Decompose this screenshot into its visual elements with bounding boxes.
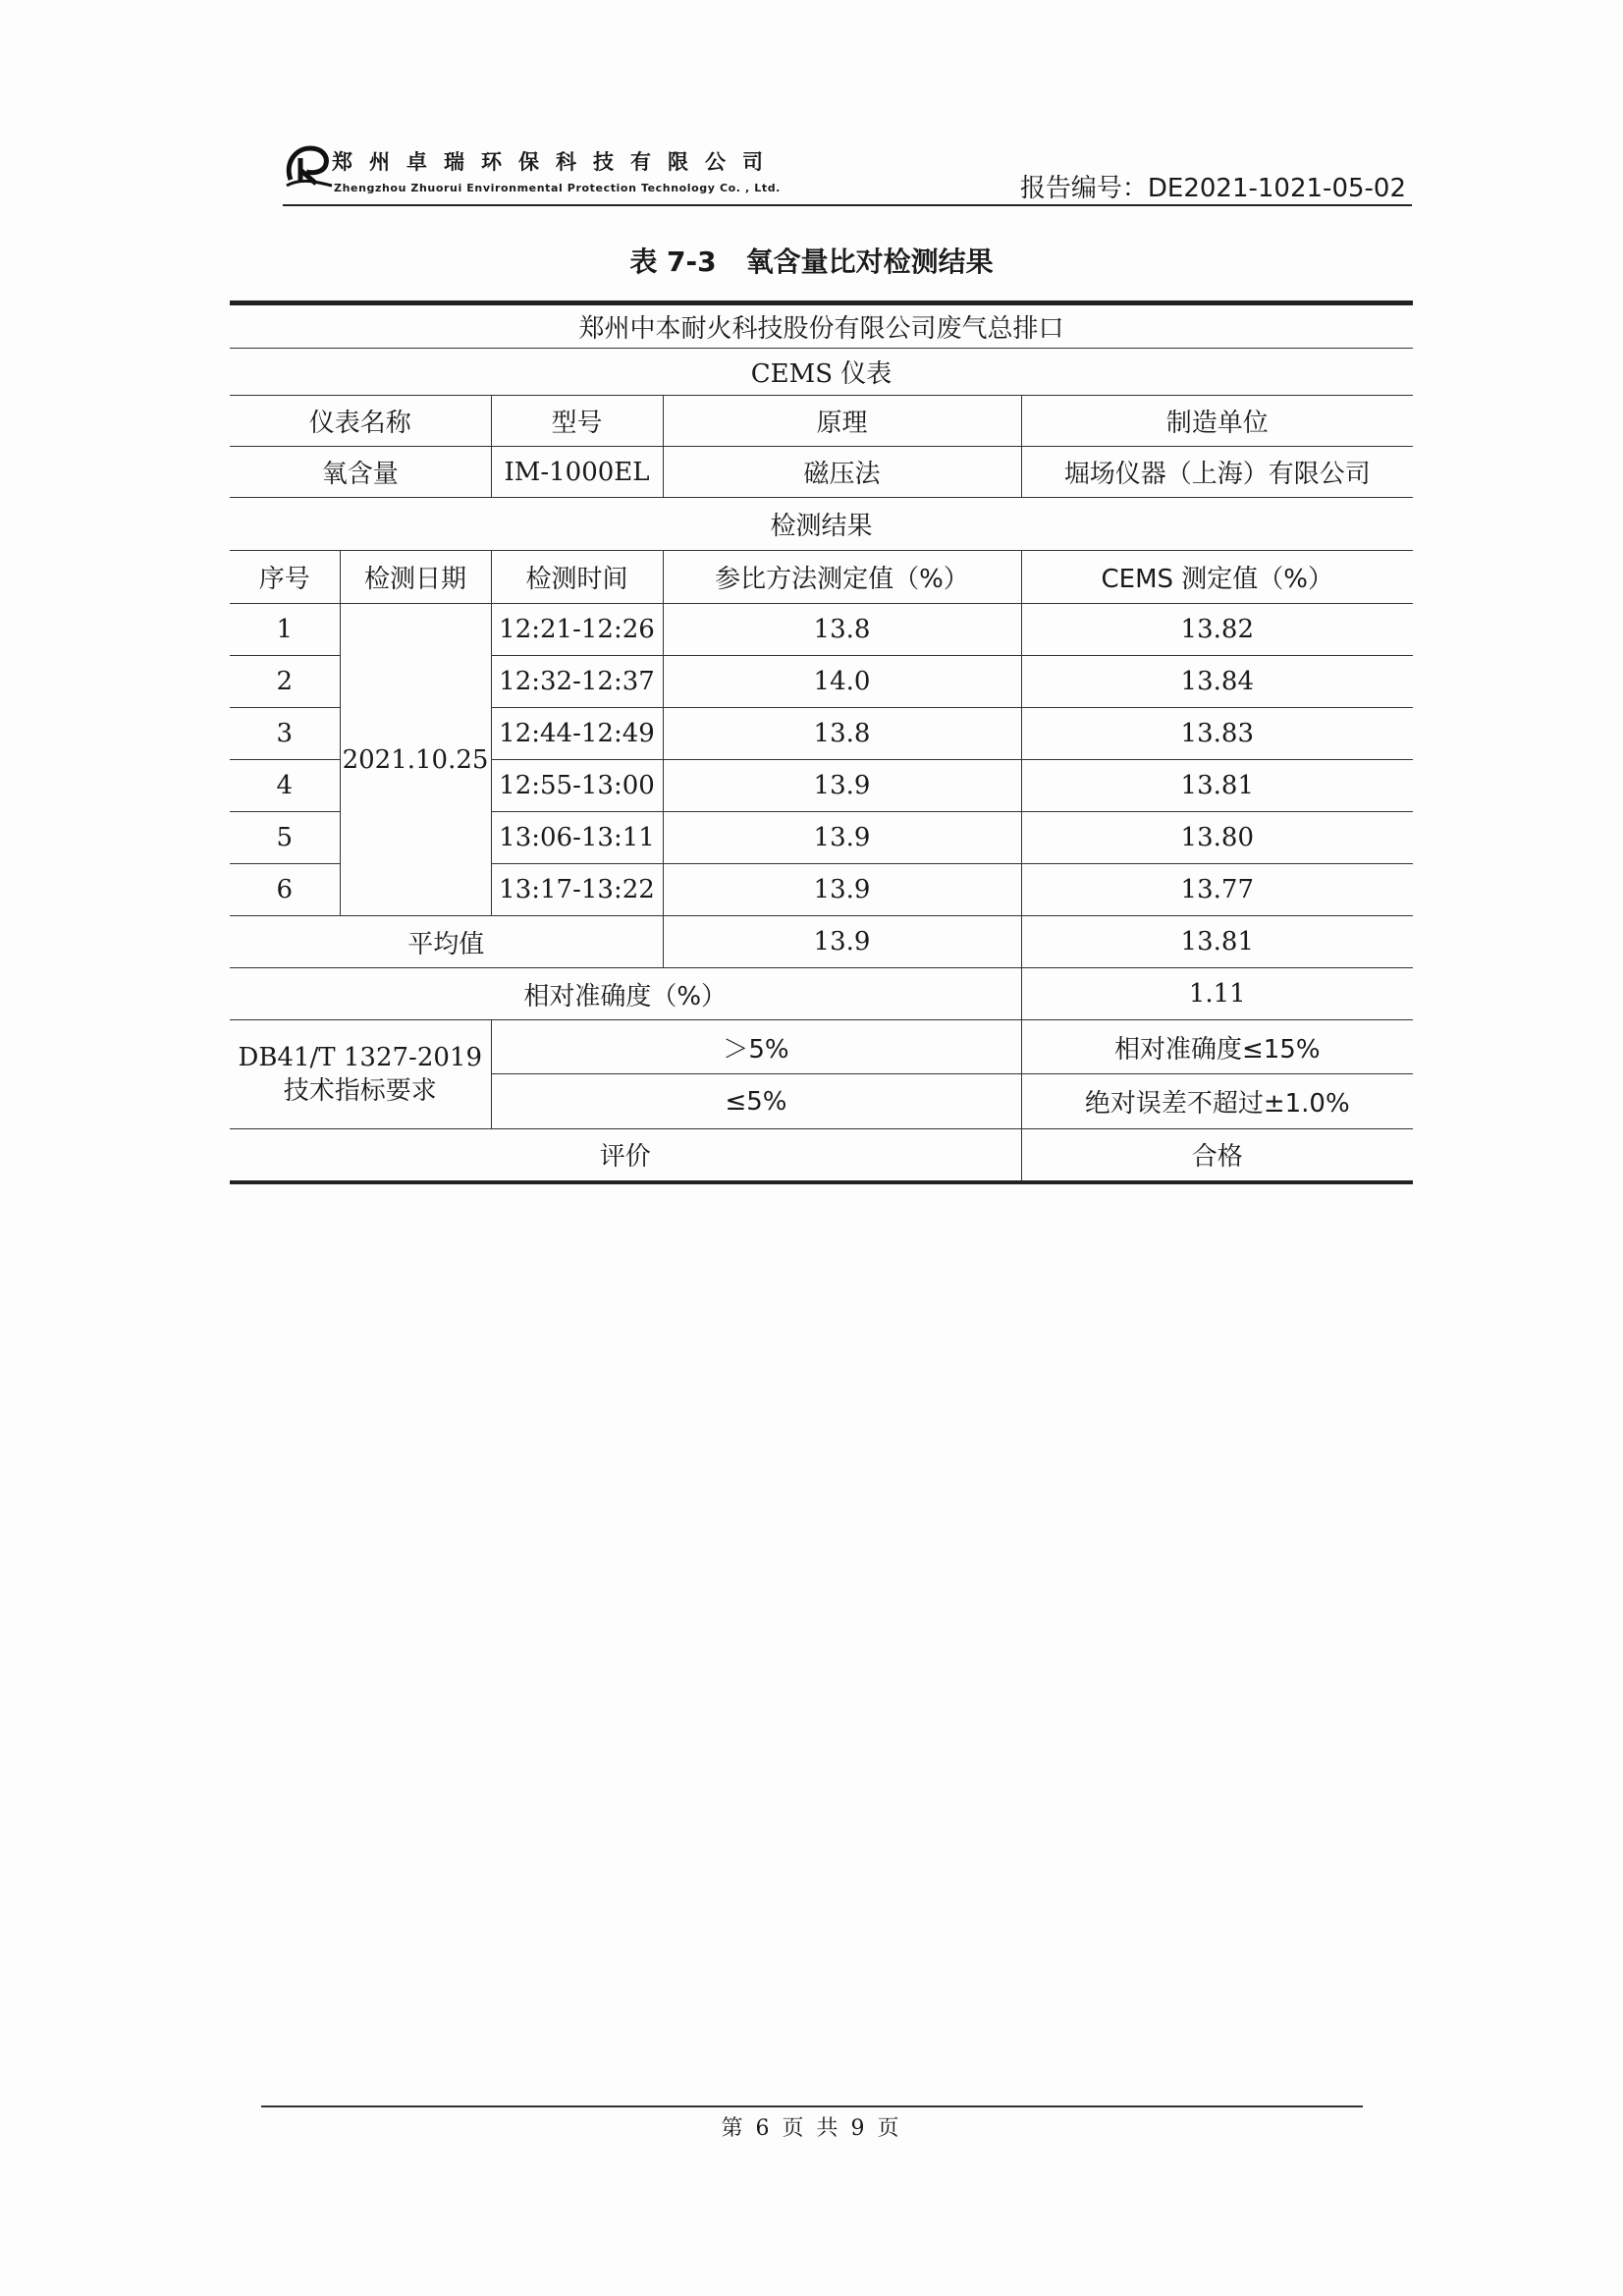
relative-accuracy-label: 相对准确度（%） — [230, 968, 1021, 1020]
page-header — [283, 140, 1412, 203]
standard-condition-2: ≤5% — [491, 1074, 1021, 1129]
average-row — [230, 916, 1413, 968]
row-seq: 3 — [230, 708, 340, 760]
row-seq: 2 — [230, 656, 340, 708]
cems-section-label: CEMS 仪表 — [230, 349, 1413, 396]
row-cems-value: 13.81 — [1021, 760, 1413, 812]
row-time: 13:17-13:22 — [491, 864, 663, 916]
row-cems-value: 13.83 — [1021, 708, 1413, 760]
row-cems-value: 13.80 — [1021, 812, 1413, 864]
standard-condition-1: ＞5% — [491, 1020, 1021, 1074]
instrument-principle: 磁压法 — [663, 447, 1021, 498]
instrument-name: 氧含量 — [230, 447, 491, 498]
header-date: 检测日期 — [340, 551, 491, 604]
row-seq: 1 — [230, 604, 340, 656]
evaluation-result: 合格 — [1021, 1129, 1413, 1182]
header-instrument-name: 仪表名称 — [230, 396, 491, 447]
results-section-label: 检测结果 — [230, 498, 1413, 551]
header-principle: 原理 — [663, 396, 1021, 447]
header-divider — [283, 204, 1412, 206]
row-cems-value: 13.82 — [1021, 604, 1413, 656]
table-title-text: 氧含量比对检测结果 — [745, 246, 994, 278]
row-time: 12:55-13:00 — [491, 760, 663, 812]
row-reference-value: 13.9 — [663, 812, 1021, 864]
company-logo-icon — [283, 142, 334, 191]
company-name-cn: 郑州卓瑞环保科技有限公司 — [332, 150, 780, 174]
row-reference-value: 13.9 — [663, 864, 1021, 916]
relative-accuracy-row — [230, 968, 1413, 1020]
instrument-manufacturer: 堀场仪器（上海）有限公司 — [1021, 447, 1413, 498]
relative-accuracy-value: 1.11 — [1021, 968, 1413, 1020]
row-time: 12:44-12:49 — [491, 708, 663, 760]
row-reference-value: 13.8 — [663, 708, 1021, 760]
row-cems-value: 13.84 — [1021, 656, 1413, 708]
standard-requirement-label: 技术指标要求 — [283, 1076, 437, 1106]
standard-code: DB41/T 1327-2019 — [238, 1043, 483, 1072]
report-number: 报告编号：DE2021-1021-05-02 — [1019, 174, 1406, 203]
average-reference-value: 13.9 — [663, 916, 1021, 968]
evaluation-label: 评价 — [230, 1129, 1021, 1182]
test-date: 2021.10.25 — [340, 604, 491, 916]
standard-row — [230, 1020, 1413, 1074]
row-time: 13:06-13:11 — [491, 812, 663, 864]
standard-name — [230, 1020, 491, 1129]
table-number: 表 7-3 — [629, 246, 717, 278]
page-number: 第 6 页 共 9 页 — [721, 2116, 902, 2141]
table-row — [230, 604, 1413, 656]
header-seq: 序号 — [230, 551, 340, 604]
header-reference-value: 参比方法测定值（%） — [663, 551, 1021, 604]
company-name-en: Zhengzhou Zhuorui Environmental Protection Technology Co. , Ltd. — [334, 182, 781, 194]
average-label: 平均值 — [230, 916, 663, 968]
row-reference-value: 13.8 — [663, 604, 1021, 656]
instrument-model: IM-1000EL — [491, 447, 663, 498]
row-reference-value: 13.9 — [663, 760, 1021, 812]
standard-requirement-2: 绝对误差不超过±1.0% — [1021, 1074, 1413, 1129]
evaluation-row — [230, 1129, 1413, 1182]
row-time: 12:21-12:26 — [491, 604, 663, 656]
row-seq: 4 — [230, 760, 340, 812]
average-cems-value: 13.81 — [1021, 916, 1413, 968]
row-seq: 5 — [230, 812, 340, 864]
standard-requirement-1: 相对准确度≤15% — [1021, 1020, 1413, 1074]
table-title — [0, 241, 1623, 280]
oxygen-comparison-table — [230, 301, 1413, 1184]
footer-divider — [261, 2105, 1363, 2107]
site-name: 郑州中本耐火科技股份有限公司废气总排口 — [230, 303, 1413, 349]
row-cems-value: 13.77 — [1021, 864, 1413, 916]
header-time: 检测时间 — [491, 551, 663, 604]
row-time: 12:32-12:37 — [491, 656, 663, 708]
header-model: 型号 — [491, 396, 663, 447]
row-seq: 6 — [230, 864, 340, 916]
header-cems-value: CEMS 测定值（%） — [1021, 551, 1413, 604]
row-reference-value: 14.0 — [663, 656, 1021, 708]
header-manufacturer: 制造单位 — [1021, 396, 1413, 447]
